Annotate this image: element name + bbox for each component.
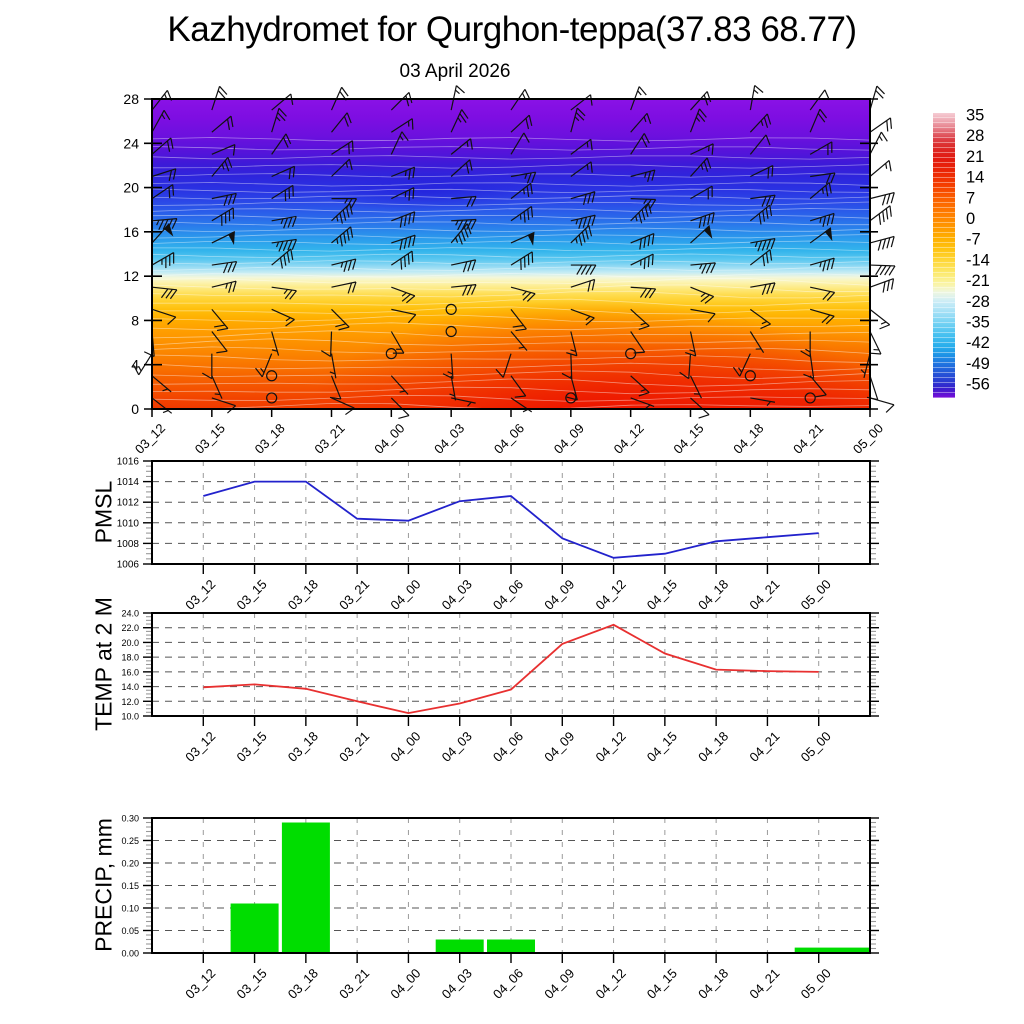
temp-axis-title: TEMP at 2 M (90, 597, 117, 731)
svg-text:04_18: 04_18 (695, 728, 732, 765)
svg-text:-56: -56 (966, 375, 990, 394)
precip-panel (121, 814, 879, 1002)
svg-text:03_18: 03_18 (284, 576, 321, 613)
pmsl-axis-title: PMSL (90, 480, 117, 544)
svg-text:8: 8 (131, 312, 139, 329)
svg-text:04_09: 04_09 (550, 420, 587, 457)
svg-text:04_15: 04_15 (643, 965, 680, 1002)
svg-text:7: 7 (966, 189, 976, 208)
svg-text:14: 14 (966, 168, 985, 187)
svg-text:04_00: 04_00 (387, 965, 424, 1002)
svg-text:05_00: 05_00 (797, 965, 834, 1002)
svg-text:24.0: 24.0 (121, 608, 139, 619)
svg-text:-42: -42 (966, 334, 990, 353)
svg-text:4: 4 (131, 356, 139, 373)
svg-text:0.10: 0.10 (121, 903, 139, 914)
svg-text:04_09: 04_09 (541, 576, 578, 613)
svg-text:03_21: 03_21 (336, 576, 373, 613)
svg-text:0.25: 0.25 (121, 836, 139, 846)
svg-text:04_12: 04_12 (592, 965, 629, 1002)
svg-text:1010: 1010 (116, 518, 139, 530)
precip-bar (282, 823, 330, 954)
svg-text:03_21: 03_21 (311, 420, 348, 457)
precip-bar (231, 904, 279, 954)
svg-text:0.15: 0.15 (121, 881, 139, 891)
svg-text:04_18: 04_18 (730, 420, 767, 457)
svg-text:04_21: 04_21 (790, 420, 827, 457)
svg-text:04_09: 04_09 (541, 965, 578, 1002)
svg-text:1012: 1012 (116, 497, 139, 509)
svg-text:04_03: 04_03 (431, 420, 468, 457)
svg-text:04_21: 04_21 (746, 965, 783, 1002)
svg-text:04_18: 04_18 (695, 576, 732, 613)
temperature-contours (152, 138, 870, 410)
svg-text:03_15: 03_15 (191, 420, 228, 457)
svg-text:05_00: 05_00 (797, 728, 834, 765)
precip-axis-title: PRECIP, mm (90, 818, 117, 952)
svg-text:03_21: 03_21 (336, 965, 373, 1002)
svg-text:12.0: 12.0 (121, 696, 139, 707)
svg-text:04_09: 04_09 (541, 728, 578, 765)
svg-text:04_06: 04_06 (489, 965, 527, 1002)
svg-text:1008: 1008 (116, 538, 139, 550)
svg-text:-35: -35 (966, 313, 990, 332)
svg-text:03_18: 03_18 (284, 965, 321, 1002)
svg-text:16.0: 16.0 (121, 667, 139, 678)
svg-text:0.20: 0.20 (121, 858, 139, 869)
pmsl-panel (117, 457, 879, 613)
svg-text:03_12: 03_12 (182, 576, 219, 613)
svg-text:24: 24 (123, 135, 139, 152)
svg-text:20: 20 (123, 179, 139, 196)
svg-text:04_00: 04_00 (371, 420, 408, 457)
svg-text:03_12: 03_12 (182, 728, 219, 765)
temp-2m-panel (121, 609, 879, 765)
page-subtitle: 03 April 2026 (399, 61, 511, 82)
svg-text:14.0: 14.0 (121, 682, 139, 693)
svg-text:12: 12 (123, 268, 139, 285)
svg-text:05_00: 05_00 (797, 576, 834, 613)
svg-text:0.30: 0.30 (121, 813, 139, 824)
svg-text:18.0: 18.0 (121, 652, 139, 663)
svg-text:04_00: 04_00 (387, 576, 424, 613)
svg-text:04_15: 04_15 (670, 420, 707, 457)
precip-bar (487, 940, 535, 954)
svg-text:04_03: 04_03 (438, 728, 475, 765)
svg-text:35: 35 (966, 106, 985, 125)
svg-text:03_15: 03_15 (233, 965, 270, 1002)
page-title: Kazhydromet for Qurghon-teppa(37.83 68.77) (167, 10, 857, 49)
svg-text:28: 28 (966, 127, 985, 146)
svg-text:-28: -28 (966, 292, 990, 311)
cross-section-panel (134, 85, 895, 418)
colorbar-labels (966, 107, 990, 394)
svg-text:04_18: 04_18 (695, 965, 732, 1002)
svg-text:04_12: 04_12 (610, 420, 647, 457)
svg-text:10.0: 10.0 (121, 711, 139, 722)
svg-text:03_21: 03_21 (336, 728, 373, 765)
svg-text:1014: 1014 (116, 477, 139, 489)
svg-text:04_21: 04_21 (746, 728, 783, 765)
svg-text:04_03: 04_03 (438, 965, 475, 1002)
svg-text:0.05: 0.05 (121, 926, 139, 936)
svg-text:-7: -7 (966, 230, 981, 249)
svg-text:21: 21 (966, 147, 985, 166)
svg-text:20.0: 20.0 (121, 637, 139, 648)
svg-text:04_06: 04_06 (489, 576, 527, 613)
svg-text:1016: 1016 (116, 456, 139, 468)
svg-text:03_15: 03_15 (233, 576, 270, 613)
svg-text:03_18: 03_18 (284, 728, 321, 765)
svg-text:-49: -49 (966, 354, 990, 373)
svg-text:04_03: 04_03 (438, 576, 475, 613)
svg-text:03_12: 03_12 (182, 965, 219, 1002)
svg-text:22.0: 22.0 (121, 623, 139, 634)
svg-text:-21: -21 (966, 272, 990, 291)
svg-text:04_12: 04_12 (592, 728, 629, 765)
svg-text:03_18: 03_18 (251, 420, 288, 457)
svg-text:03_15: 03_15 (233, 728, 270, 765)
svg-text:16: 16 (123, 223, 139, 240)
svg-text:0: 0 (131, 401, 139, 417)
svg-text:0.00: 0.00 (121, 948, 139, 959)
svg-text:0: 0 (966, 210, 976, 228)
svg-text:04_12: 04_12 (592, 576, 629, 613)
svg-text:28: 28 (123, 91, 139, 107)
svg-text:-14: -14 (966, 251, 990, 270)
svg-text:04_06: 04_06 (489, 728, 527, 765)
svg-text:04_15: 04_15 (643, 576, 680, 613)
svg-text:04_00: 04_00 (387, 728, 424, 765)
svg-text:1006: 1006 (116, 559, 139, 571)
precip-bar (436, 940, 484, 954)
svg-text:04_15: 04_15 (643, 728, 680, 765)
svg-text:05_00: 05_00 (849, 420, 887, 457)
svg-text:04_06: 04_06 (490, 420, 528, 457)
svg-text:04_21: 04_21 (746, 576, 783, 613)
svg-text:03_12: 03_12 (131, 420, 169, 457)
